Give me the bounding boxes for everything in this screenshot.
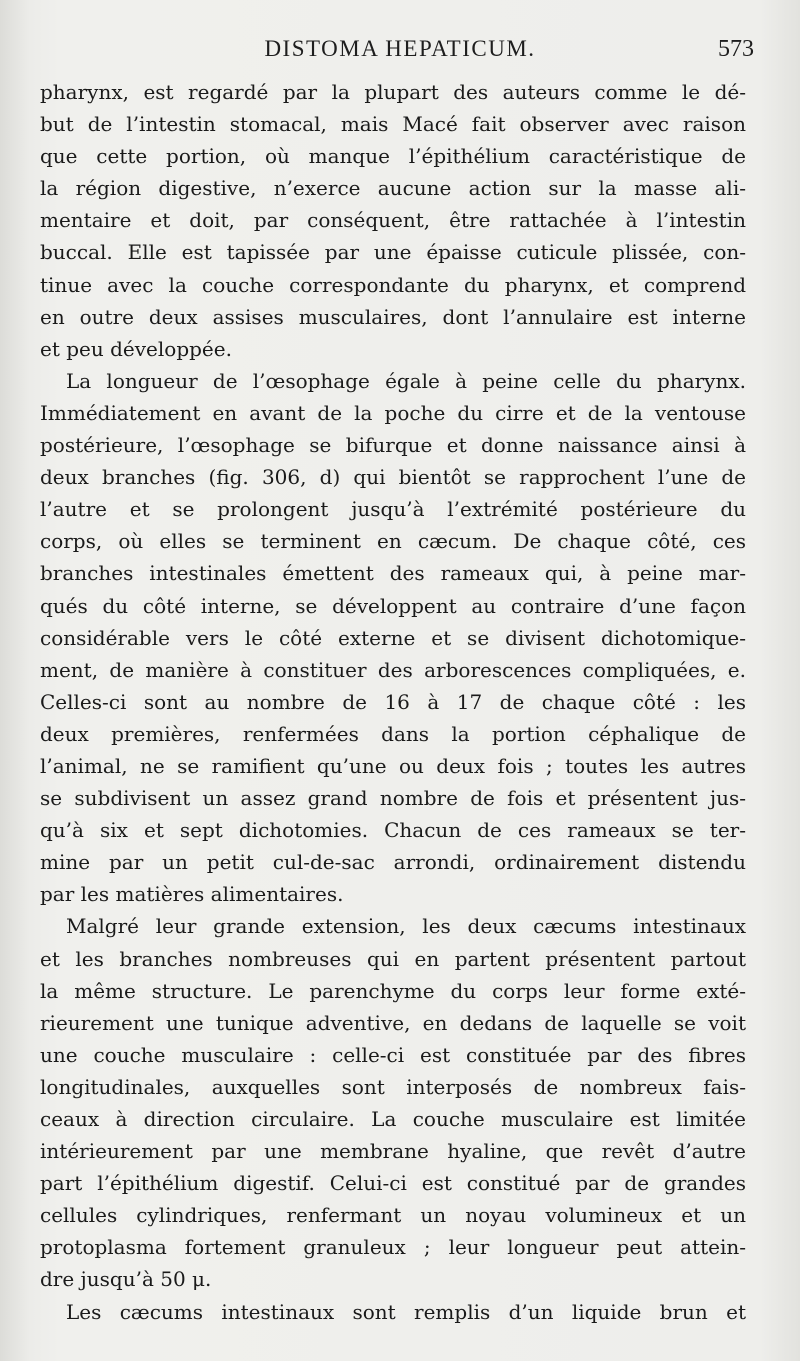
text-line: but de l’intestin stomacal, mais Macé fait observer avec raison [40, 112, 746, 137]
text-line: l’animal, ne se ramifient qu’une ou deux fois ; toutes les autres [40, 753, 746, 778]
paragraph-first-line: Les cæcums intestinaux sont remplis d’un liquide brun et [66, 1299, 746, 1324]
text-line: dre jusqu’à 50 μ. [40, 1267, 212, 1292]
paragraph-first-line: La longueur de l’œsophage égale à peine celle du pharynx. [66, 368, 746, 393]
text-line: part l’épithélium digestif. Celui-ci est constitué par de grandes [40, 1171, 746, 1196]
text-line: tinue avec la couche correspondante du pharynx, et comprend [40, 272, 746, 297]
text-line: mine par un petit cul-de-sac arrondi, ordinairement distendu [40, 850, 746, 875]
text-line: considérable vers le côté externe et se divisent dichotomique- [40, 625, 746, 650]
text-line: qu’à six et sept dichotomies. Chacun de ces rameaux se ter- [40, 818, 746, 843]
text-line: l’autre et se prolongent jusqu’à l’extrémité postérieure du [40, 497, 746, 522]
text-line: et les branches nombreuses qui en partent présentent partout [40, 946, 746, 971]
text-line: la région digestive, n’exerce aucune action sur la masse ali- [40, 176, 746, 201]
text-line: par les matières alimentaires. [40, 882, 344, 907]
text-line: ment, de manière à constituer des arborescences compliquées, e. [40, 657, 746, 682]
running-head [0, 36, 800, 70]
text-line: deux branches (fig. 306, d) qui bientôt se rapprochent l’une de [40, 465, 746, 490]
text-line: la même structure. Le parenchyme du corps leur forme exté- [40, 978, 746, 1003]
text-line: corps, où elles se terminent en cæcum. De chaque côté, ces [40, 529, 746, 554]
text-line: une couche musculaire : celle-ci est constituée par des fibres [40, 1042, 746, 1067]
text-line: postérieure, l’œsophage se bifurque et donne naissance ainsi à [40, 433, 746, 458]
text-line: que cette portion, où manque l’épithélium caractéristique de [40, 144, 746, 169]
text-line: mentaire et doit, par conséquent, être rattachée à l’intestin [40, 208, 746, 233]
text-line: protoplasma fortement granuleux ; leur longueur peut attein- [40, 1235, 746, 1260]
text-line: qués du côté interne, se développent au contraire d’une façon [40, 593, 746, 618]
running-head-title: DISTOMA HEPATICUM. [264, 36, 536, 61]
body-text [40, 76, 746, 1328]
text-line: en outre deux assises musculaires, dont l’annulaire est interne [40, 304, 746, 329]
paragraph-first-line: Malgré leur grande extension, les deux cæcums intestinaux [66, 914, 746, 939]
text-line: et peu développée. [40, 336, 232, 361]
text-line: Immédiatement en avant de la poche du cirre et de la ventouse [40, 400, 746, 425]
text-line: ceaux à direction circulaire. La couche musculaire est limitée [40, 1107, 746, 1131]
text-line: pharynx, est regardé par la plupart des auteurs comme le dé- [40, 80, 746, 104]
page-number: 573 [718, 36, 754, 62]
text-line: se subdivisent un assez grand nombre de fois et présentent jus- [40, 786, 746, 811]
text-line: longitudinales, auxquelles sont interposés de nombreux fais- [40, 1074, 746, 1099]
text-line: intérieurement par une membrane hyaline, que revêt d’autre [40, 1139, 746, 1164]
text-line: deux premières, renfermées dans la portion céphalique de [40, 721, 746, 746]
text-line: cellules cylindriques, renfermant un noyau volumineux et un [40, 1203, 746, 1228]
text-line: buccal. Elle est tapissée par une épaisse cuticule plissée, con- [40, 240, 746, 265]
text-line: Celles-ci sont au nombre de 16 à 17 de chaque côté : les [40, 689, 746, 714]
text-line: rieurement une tunique adventive, en dedans de laquelle se voit [40, 1010, 746, 1035]
text-line: branches intestinales émettent des rameaux qui, à peine mar- [40, 561, 746, 586]
